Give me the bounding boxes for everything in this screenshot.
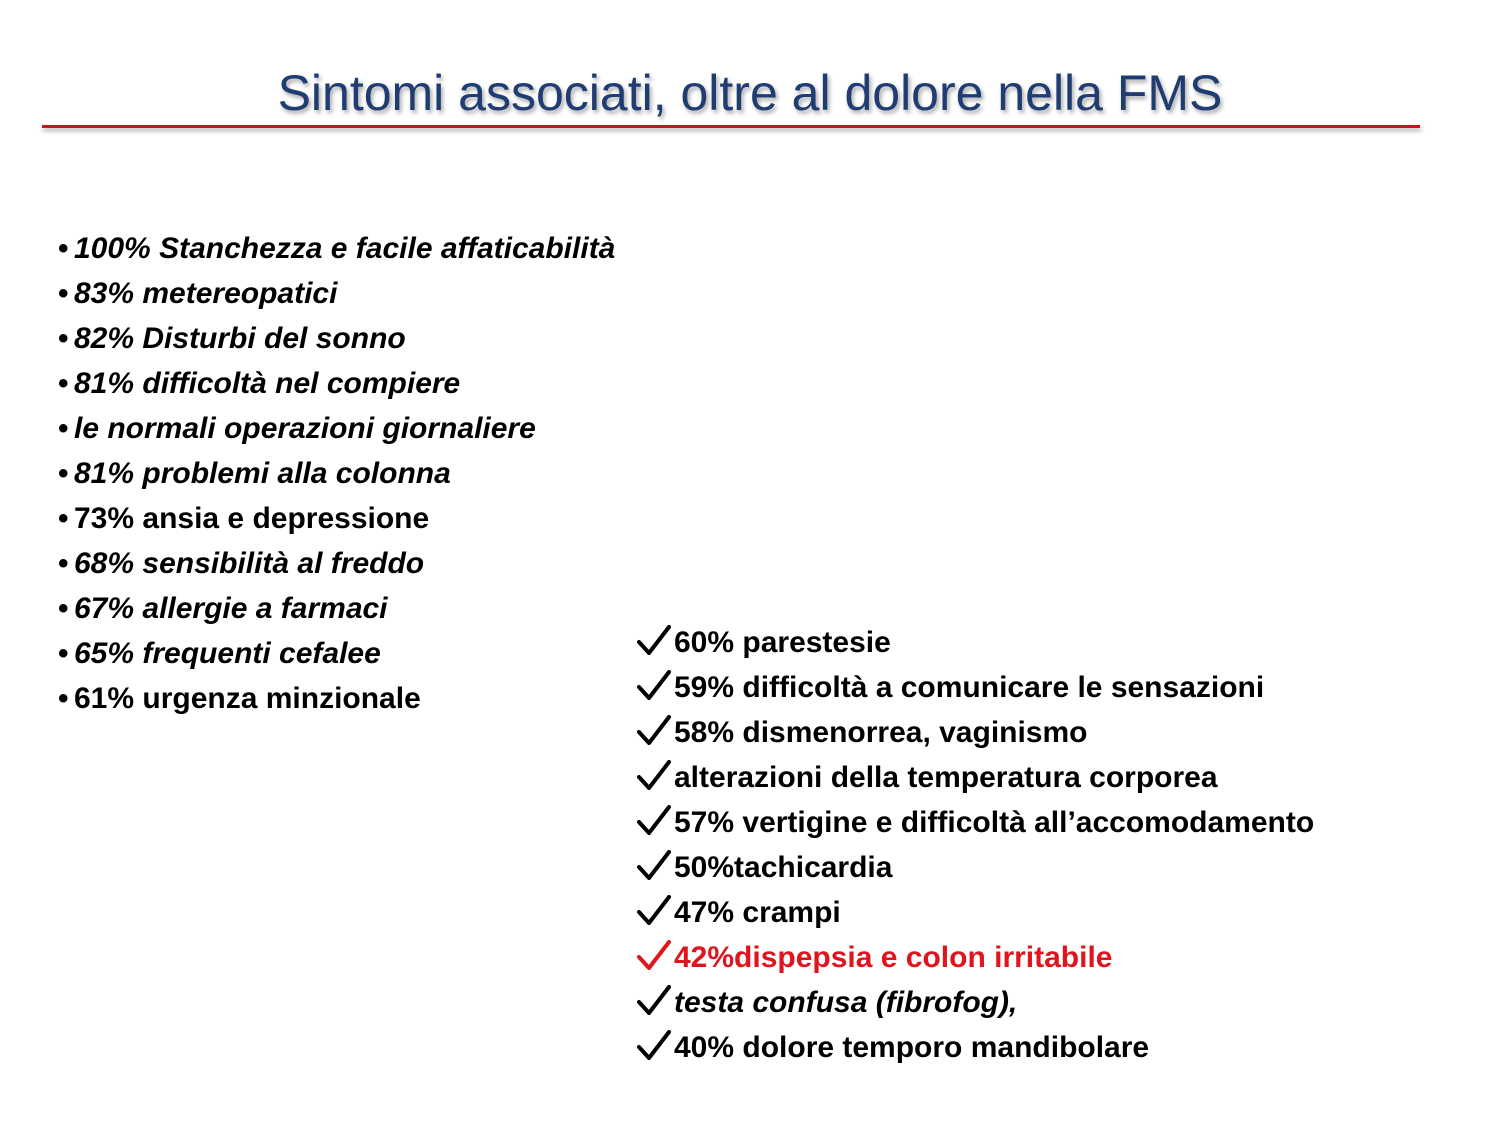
bullet-icon: • [58, 412, 69, 445]
bullet-icon: • [58, 637, 69, 670]
checkmark-icon [636, 985, 672, 1015]
right-list-item [636, 1025, 1314, 1070]
right-symptom-list [636, 620, 1314, 1070]
right-item-text: 42%dispepsia e colon irritabile [674, 941, 1113, 974]
bullet-icon: • [58, 592, 69, 625]
bullet-icon: • [58, 277, 69, 310]
right-list-item [636, 935, 1314, 980]
bullet-icon: • [58, 682, 69, 715]
left-item-text: 83% metereopatici [74, 277, 338, 310]
left-item-text: 67% allergie a farmaci [74, 592, 388, 625]
right-list-item [636, 980, 1314, 1025]
left-item-text: 68% sensibilità al freddo [74, 547, 425, 580]
left-list-item [58, 406, 615, 451]
checkmark-icon [636, 940, 672, 970]
left-list-item [58, 361, 615, 406]
left-item-text: 81% problemi alla colonna [74, 457, 451, 490]
right-item-text: testa confusa (fibrofog), [674, 986, 1018, 1019]
right-list-item [636, 845, 1314, 890]
right-list-item [636, 710, 1314, 755]
left-list-item [58, 631, 615, 676]
bullet-icon: • [58, 547, 69, 580]
left-item-text: le normali operazioni giornaliere [74, 412, 536, 445]
left-item-text: 82% Disturbi del sonno [74, 322, 406, 355]
right-item-text: 50%tachicardia [674, 851, 893, 884]
bullet-icon: • [58, 232, 69, 265]
title-underline [42, 125, 1420, 128]
checkmark-icon [636, 805, 672, 835]
left-list-item [58, 226, 615, 271]
right-item-text: alterazioni della temperatura corporea [674, 761, 1218, 794]
left-list-item [58, 271, 615, 316]
left-symptom-list [58, 226, 615, 721]
left-list-item [58, 496, 615, 541]
bullet-icon: • [58, 322, 69, 355]
right-list-item [636, 665, 1314, 710]
right-item-text: 60% parestesie [674, 626, 891, 659]
right-list-item [636, 800, 1314, 845]
left-item-text: 81% difficoltà nel compiere [74, 367, 461, 400]
right-list-item [636, 755, 1314, 800]
checkmark-icon [636, 850, 672, 880]
slide-title: Sintomi associati, oltre al dolore nella FMS [277, 65, 1223, 121]
left-list-item [58, 451, 615, 496]
right-item-text: 40% dolore temporo mandibolare [674, 1031, 1150, 1064]
right-item-text: 47% crampi [674, 896, 841, 929]
checkmark-icon [636, 715, 672, 745]
left-item-text: 100% Stanchezza e facile affaticabilità [74, 232, 616, 265]
checkmark-icon [636, 1030, 672, 1060]
left-item-text: 65% frequenti cefalee [74, 637, 381, 670]
right-item-text: 59% difficoltà a comunicare le sensazioni [674, 671, 1265, 704]
bullet-icon: • [58, 502, 69, 535]
left-list-item [58, 316, 615, 361]
left-item-text: 61% urgenza minzionale [74, 682, 421, 715]
checkmark-icon [636, 625, 672, 655]
right-list-item [636, 890, 1314, 935]
bullet-icon: • [58, 457, 69, 490]
right-list-item [636, 620, 1314, 665]
left-list-item [58, 586, 615, 631]
checkmark-icon [636, 895, 672, 925]
checkmark-icon [636, 760, 672, 790]
right-item-text: 58% dismenorrea, vaginismo [674, 716, 1088, 749]
bullet-icon: • [58, 367, 69, 400]
left-list-item [58, 541, 615, 586]
checkmark-icon [636, 670, 672, 700]
right-item-text: 57% vertigine e difficoltà all’accomodamento [674, 806, 1315, 839]
left-item-text: 73% ansia e depressione [74, 502, 430, 535]
left-list-item [58, 676, 615, 721]
